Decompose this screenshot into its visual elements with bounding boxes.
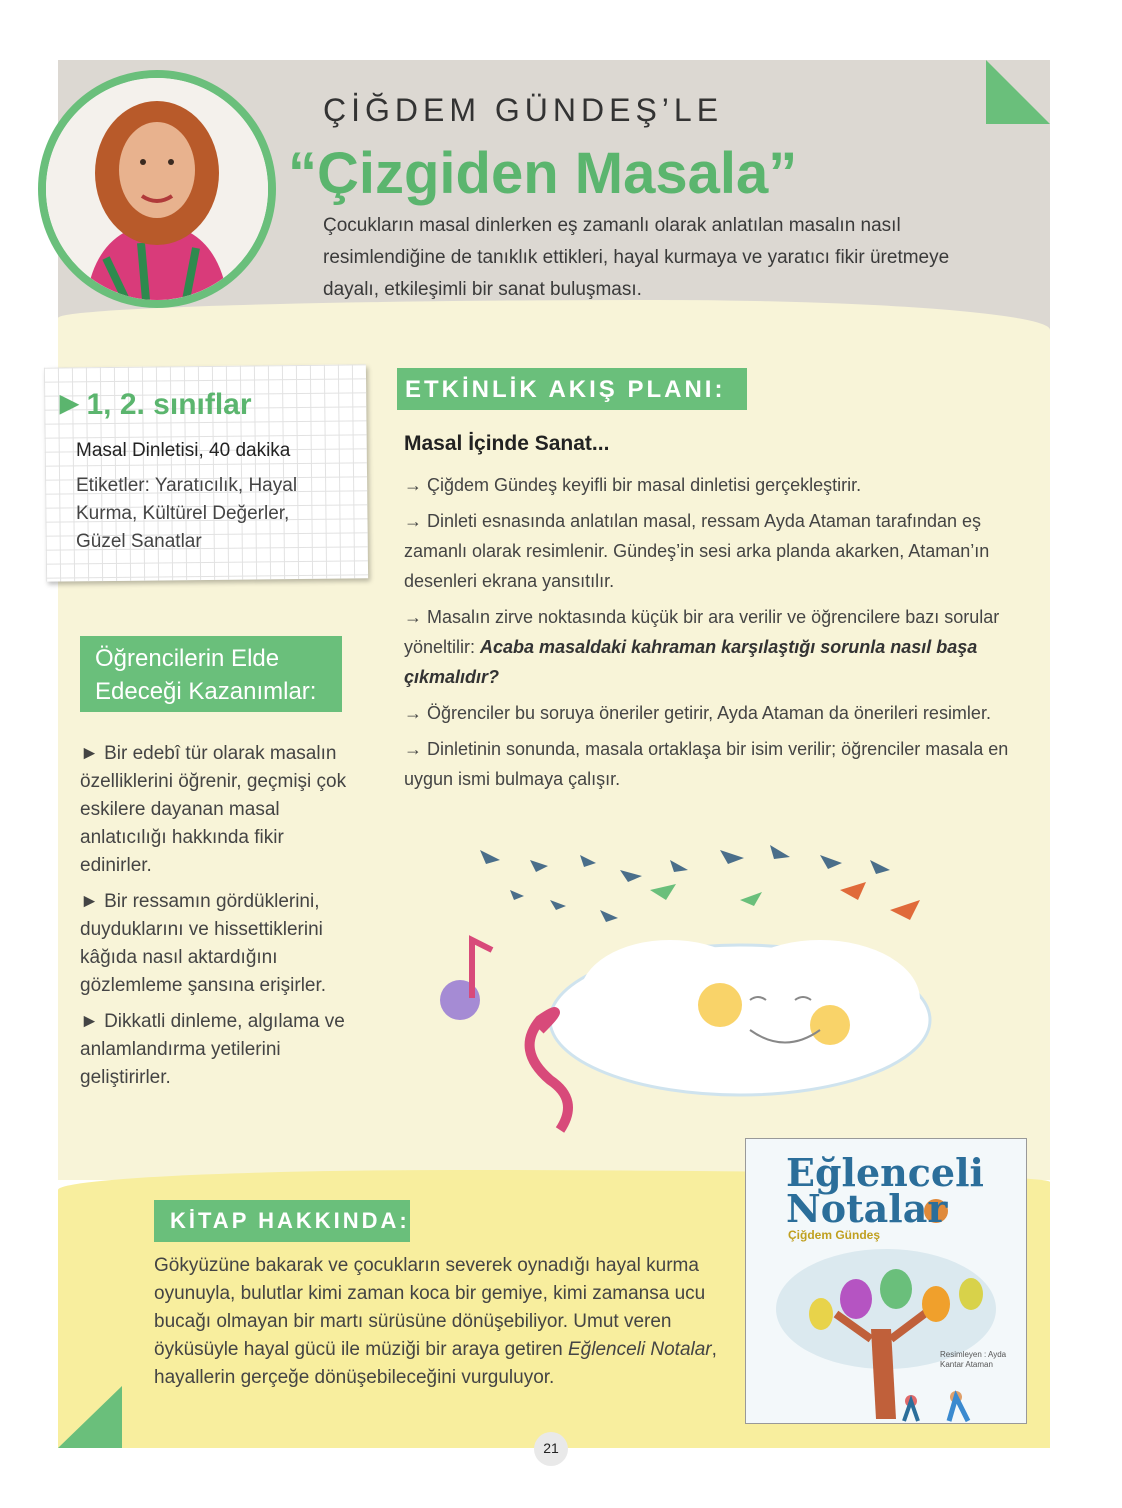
outcomes-list (80, 740, 355, 1100)
corner-triangle-bottom-left (58, 1386, 122, 1448)
list-item: ► Bir ressamın gördüklerini, duyduklarını ve hissettiklerini kâğıda nasıl aktardığını gözlemleme şansına erişirler. (80, 891, 327, 996)
play-triangle-icon: ▶ (60, 390, 79, 417)
cover-title-line1: Eğlenceli (786, 1150, 984, 1195)
page-title: “Çizgiden Masala” (288, 141, 798, 206)
plan-subheading: Masal İçinde Sanat... (404, 432, 610, 455)
plan-step: → Öğrenciler bu soruya öneriler getirir, Ayda Ataman da önerileri resimler. (404, 703, 991, 723)
plan-step-text: → Masalın zirve noktasında küçük bir ara verilir ve öğrencilere bazı sorular yöneltilir: (404, 607, 1000, 657)
cloud-birds-illustration (420, 830, 960, 1150)
plan-step (404, 602, 1014, 692)
plan-heading: ETKİNLİK AKIŞ PLANI: (405, 376, 726, 403)
cover-author: Çiğdem Gündeş (788, 1228, 881, 1242)
grade-level-text: 1, 2. sınıflar (86, 388, 252, 421)
corner-triangle-top-right (986, 60, 1050, 124)
about-paragraph (154, 1252, 734, 1392)
duration-text: Masal Dinletisi, 40 dakika (76, 440, 291, 461)
plan-step: → Dinleti esnasında anlatılan masal, ressam Ayda Ataman tarafından eş zamanlı olarak resimlenir. Gündeş’in sesi arka planda akarken, Ataman’ın desenleri ekrana yansıtılır. (404, 511, 990, 591)
header-subtitle: ÇİĞDEM GÜNDEŞ’LE (323, 92, 724, 128)
list-item: ► Bir edebî tür olarak masalın özelliklerini öğrenir, geçmişi çok eskilere dayanan masal anlatıcılığı hakkında fikir edinirler. (80, 743, 347, 876)
cover-title-line2: Notalar (786, 1186, 948, 1231)
plan-step: → Çiğdem Gündeş keyifli bir masal dinletisi gerçekleştirir. (404, 475, 862, 495)
book-name: Eğlenceli Notalar (568, 1339, 712, 1360)
intro-paragraph: Çocukların masal dinlerken eş zamanlı olarak anlatılan masalın nasıl resimlendiğine de tanıklık ettikleri, hayal kurmaya ve yaratıcı fikir üretmeye dayalı, etkileşimli bir sanat buluşması. (323, 215, 950, 300)
plan-step: → Dinletinin sonunda, masala ortaklaşa bir isim verilir; öğrenciler masala en uygun ismi bulmaya çalışır. (404, 739, 1009, 789)
cover-illustrator: Resimleyen : Ayda Kantar Ataman (940, 1350, 1007, 1369)
list-item: ► Dikkatli dinleme, algılama ve anlamlandırma yetilerini geliştirirler. (80, 1011, 345, 1088)
tags-text: Etiketler: Yaratıcılık, Hayal Kurma, Kültürel Değerler, Güzel Sanatlar (76, 475, 298, 552)
about-heading: KİTAP HAKKINDA: (170, 1208, 410, 1233)
grade-level (60, 388, 252, 422)
outcomes-heading: Öğrencilerin Elde Edeceği Kazanımlar: (95, 645, 317, 705)
plan-step-question: Acaba masaldaki kahraman karşılaştığı sorunla nasıl başa çıkmalıdır? (404, 637, 978, 687)
author-portrait (38, 70, 276, 308)
page-number: 21 (543, 1440, 559, 1456)
about-text-part: Gökyüzüne bakarak ve çocukların severek oynadığı hayal kurma oyunuyla, bulutlar kimi zaman koca bir gemiye, kimi zamansa ucu bucağı olmayan bir martı sürüsüne dönüşebiliyor. Umut veren öyküsüyle hayal gücü ile müziği bir araya getiren (154, 1255, 706, 1360)
plan-steps (404, 470, 1014, 800)
about-text-part: , hayallerin gerçeğe dönüşebileceğini vurguluyor. (154, 1339, 717, 1388)
